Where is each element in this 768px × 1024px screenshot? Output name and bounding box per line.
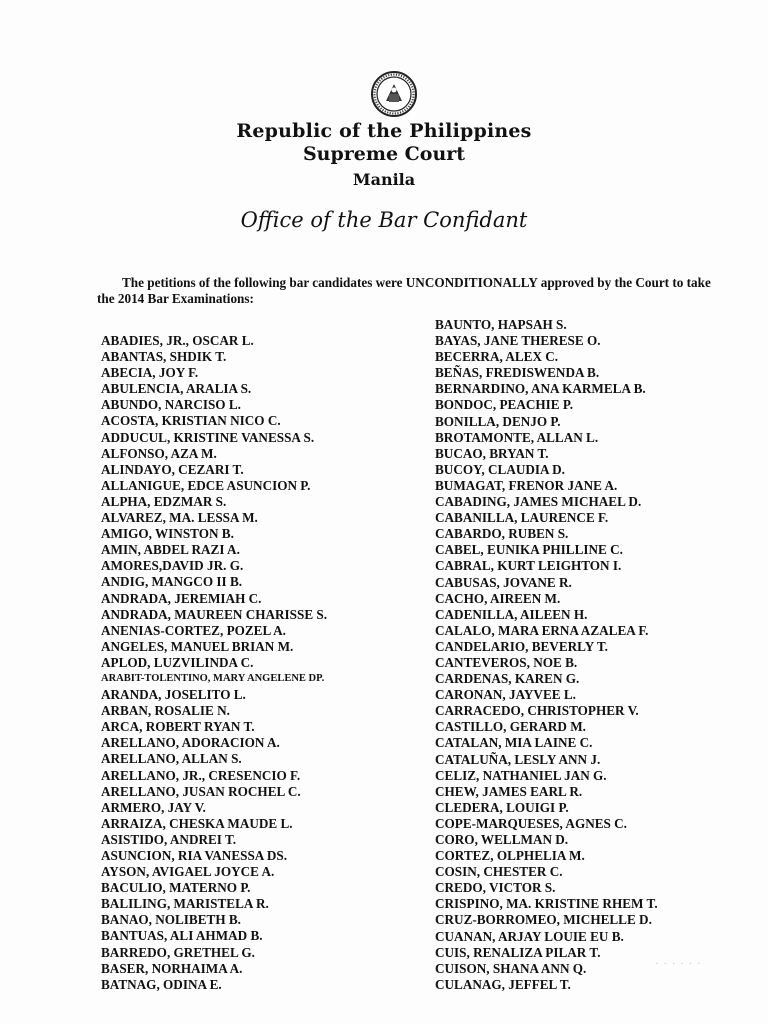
candidate-name: CASTILLO, GERARD M. [435, 719, 586, 735]
candidate-name: BONDOC, PEACHIE P. [435, 397, 573, 413]
candidate-name: CHEW, JAMES EARL R. [435, 783, 583, 799]
candidate-name: CORTEZ, OLPHELIA M. [435, 848, 585, 864]
candidate-name: ARELLANO, JUSAN ROCHEL C. [101, 783, 301, 799]
candidate-name: ARELLANO, JR., CRESENCIO F. [101, 767, 301, 783]
header-office-bar-confidant: Office of the Bar Confidant [240, 208, 528, 232]
header-manila: Manila [352, 170, 416, 189]
candidate-name: APLOD, LUZVILINDA C. [101, 654, 254, 670]
candidate-name: BEÑAS, FREDISWENDA B. [435, 365, 600, 381]
candidate-name: CACHO, AIREEN M. [435, 590, 561, 606]
candidate-name: AYSON, AVIGAEL JOYCE A. [101, 864, 275, 880]
candidate-name: CANTEVEROS, NOE B. [435, 654, 578, 670]
candidate-name: ARABIT-TOLENTINO, MARY ANGELENE DP. [101, 672, 325, 684]
candidate-name: BAYAS, JANE THERESE O. [435, 333, 601, 349]
candidate-name: ALFONSO, AZA M. [101, 445, 217, 461]
candidate-name: CABARDO, RUBEN S. [435, 526, 569, 542]
supreme-court-seal-icon [370, 70, 418, 118]
candidate-name: ABECIA, JOY F. [101, 365, 199, 381]
candidate-name: CADENILLA, AILEEN H. [435, 606, 588, 622]
candidate-list-right [435, 317, 658, 993]
candidate-name: BARREDO, GRETHEL G. [101, 944, 255, 960]
header-supreme-court: Supreme Court [302, 143, 466, 165]
candidate-name: CUANAN, ARJAY LOUIE EU B. [435, 928, 624, 944]
candidate-name: CUIS, RENALIZA PILAR T. [435, 944, 601, 960]
candidate-name: COSIN, CHESTER C. [435, 864, 563, 880]
candidate-name: CRISPINO, MA. KRISTINE RHEM T. [435, 896, 658, 912]
candidate-name: COPE-MARQUESES, AGNES C. [435, 815, 627, 831]
candidate-name: AMIGO, WINSTON B. [101, 526, 234, 542]
candidate-name: CABADING, JAMES MICHAEL D. [435, 494, 642, 510]
candidate-name: CARONAN, JAYVEE L. [435, 687, 576, 703]
candidate-name: BUCAO, BRYAN T. [435, 445, 549, 461]
candidate-name: BUCOY, CLAUDIA D. [435, 461, 565, 477]
candidate-name: BERNARDINO, ANA KARMELA B. [435, 381, 646, 397]
candidate-name: ARRAIZA, CHESKA MAUDE L. [101, 815, 293, 831]
candidate-name: ANDRADA, MAUREEN CHARISSE S. [101, 606, 328, 622]
candidate-name: ANENIAS-CORTEZ, POZEL A. [101, 622, 286, 638]
candidate-name: CRUZ-BORROMEO, MICHELLE D. [435, 912, 652, 928]
candidate-name: ALINDAYO, CEZARI T. [101, 461, 244, 477]
candidate-name: BANAO, NOLIBETH B. [101, 912, 241, 928]
candidate-name: ABULENCIA, ARALIA S. [101, 381, 252, 397]
candidate-name: BECERRA, ALEX C. [435, 349, 559, 365]
candidate-name: ARMERO, JAY V. [101, 799, 206, 815]
candidate-name: CATALUÑA, LESLY ANN J. [435, 751, 601, 767]
candidate-name: BONILLA, DENJO P. [435, 413, 561, 429]
candidate-name: CULANAG, JEFFEL T. [435, 976, 571, 992]
candidate-name: BASER, NORHAIMA A. [101, 960, 243, 976]
candidate-name: CABANILLA, LAURENCE F. [435, 510, 609, 526]
candidate-name: BAUNTO, HAPSAH S. [435, 317, 567, 332]
candidate-name: AMIN, ABDEL RAZI A. [101, 542, 240, 558]
candidate-name: CALALO, MARA ERNA AZALEA F. [435, 622, 649, 638]
candidate-list-left [101, 333, 327, 993]
candidate-name: ANDIG, MANGCO II B. [101, 574, 243, 590]
candidate-name: ARANDA, JOSELITO L. [101, 687, 246, 703]
candidate-name: CABRAL, KURT LEIGHTON I. [435, 558, 622, 574]
candidate-name: CANDELARIO, BEVERLY T. [435, 638, 608, 654]
candidate-name: CELIZ, NATHANIEL JAN G. [435, 767, 607, 783]
candidate-name: ALPHA, EDZMAR S. [101, 493, 227, 509]
candidate-name: BANTUAS, ALI AHMAD B. [101, 928, 263, 944]
candidate-name: BUMAGAT, FRENOR JANE A. [435, 477, 618, 493]
candidate-name: ALVAREZ, MA. LESSA M. [101, 510, 258, 526]
candidate-name: ALLANIGUE, EDCE ASUNCION P. [101, 477, 311, 493]
candidate-name: ARBAN, ROSALIE N. [101, 703, 230, 719]
header-republic: Republic of the Philippines [236, 120, 532, 142]
candidate-name: ASUNCION, RIA VANESSA DS. [101, 848, 288, 863]
candidate-name: ABADIES, JR., OSCAR L. [101, 333, 254, 348]
candidate-name: ASISTIDO, ANDREI T. [101, 831, 237, 847]
candidate-name: CARRACEDO, CHRISTOPHER V. [435, 703, 639, 719]
candidate-name: BACULIO, MATERNO P. [101, 880, 251, 896]
candidate-name: ARELLANO, ADORACION A. [101, 735, 280, 751]
candidate-name: ACOSTA, KRISTIAN NICO C. [101, 413, 281, 429]
candidate-name: CORO, WELLMAN D. [435, 832, 569, 847]
candidate-name: AMORES,DAVID JR. G. [101, 558, 244, 574]
candidate-name: BROTAMONTE, ALLAN L. [435, 429, 599, 445]
candidate-name: ANGELES, MANUEL BRIAN M. [101, 638, 294, 654]
candidate-name: CABEL, EUNIKA PHILLINE C. [435, 542, 623, 558]
candidate-name: ANDRADA, JEREMIAH C. [101, 590, 262, 606]
candidate-name: CREDO, VICTOR S. [435, 880, 556, 896]
candidate-name: ARCA, ROBERT RYAN T. [101, 719, 255, 735]
candidate-name: ABANTAS, SHDIK T. [101, 349, 227, 365]
candidate-name: CUISON, SHANA ANN Q. [435, 960, 587, 976]
candidate-name: BATNAG, ODINA E. [101, 976, 222, 992]
candidate-name: BALILING, MARISTELA R. [101, 896, 269, 912]
candidate-name: CATALAN, MIA LAINE C. [435, 735, 593, 751]
candidate-name: CABUSAS, JOVANE R. [435, 574, 572, 590]
intro-paragraph: The petitions of the following bar candidates were UNCONDITIONALLY approved by the Court to take the 2014 Bar Examinations: [97, 275, 711, 306]
candidate-name: CARDENAS, KAREN G. [435, 671, 580, 687]
candidate-name: ABUNDO, NARCISO L. [101, 397, 241, 413]
candidate-name: ADDUCUL, KRISTINE VANESSA S. [101, 429, 315, 445]
candidate-name: CLEDERA, LOUIGI P. [435, 799, 569, 815]
candidate-name: ARELLANO, ALLAN S. [101, 751, 242, 767]
page-mark: · · · · · · [655, 958, 702, 970]
